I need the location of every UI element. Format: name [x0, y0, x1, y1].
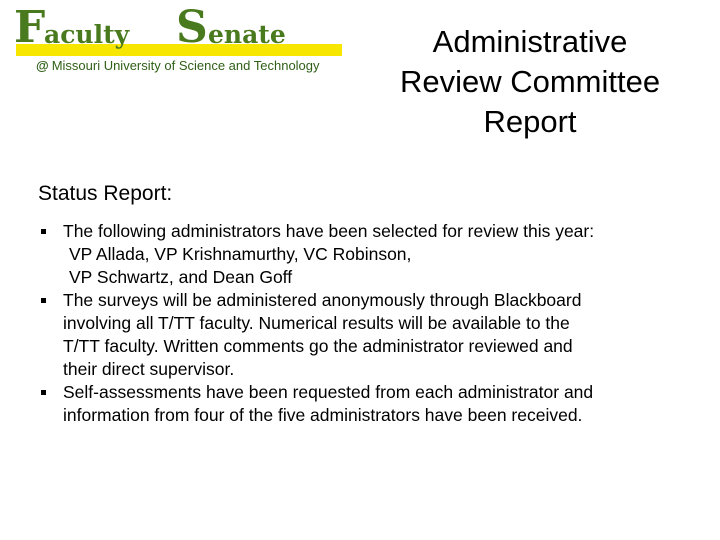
faculty-senate-logo	[10, 2, 340, 80]
bullet-line: involving all T/TT faculty. Numerical results will be available to the	[63, 313, 570, 333]
bullet-line: The surveys will be administered anonymously through Blackboard	[63, 290, 582, 310]
logo-subtitle-row	[36, 58, 320, 73]
bullet-item-surveys	[38, 289, 708, 381]
bullet-line: The following administrators have been selected for review this year:	[63, 221, 595, 241]
logo-initial-f: F	[14, 2, 46, 53]
slide-title-line-3: Report	[483, 104, 577, 139]
square-bullet-icon	[41, 229, 46, 234]
logo-subtitle: Missouri University of Science and Technology	[51, 58, 320, 73]
logo-at-symbol: @	[36, 58, 49, 73]
logo-word-senate: enate	[208, 20, 286, 49]
bullet-line: their direct supervisor.	[63, 359, 235, 379]
bullet-line: Self-assessments have been requested from each administrator and	[63, 382, 594, 402]
status-report-heading: Status Report:	[38, 182, 173, 205]
slide-title	[360, 22, 700, 142]
logo-word-faculty: aculty	[44, 20, 130, 49]
slide-title-line-2: Review Committee	[399, 64, 661, 99]
logo-wordmark	[14, 2, 340, 56]
bullet-line: VP Schwartz, and Dean Goff	[69, 267, 293, 287]
bullet-line: VP Allada, VP Krishnamurthy, VC Robinson,	[69, 244, 412, 264]
square-bullet-icon	[41, 390, 46, 395]
logo-initial-s: S	[176, 2, 208, 53]
bullet-line: information from four of the five administrators have been received.	[63, 405, 583, 425]
square-bullet-icon	[41, 298, 46, 303]
bullet-list	[38, 220, 708, 427]
bullet-item-administrators	[38, 220, 708, 289]
slide-title-line-1: Administrative	[432, 24, 628, 59]
bullet-item-self-assessments	[38, 381, 708, 427]
bullet-line: T/TT faculty. Written comments go the administrator reviewed and	[63, 336, 573, 356]
